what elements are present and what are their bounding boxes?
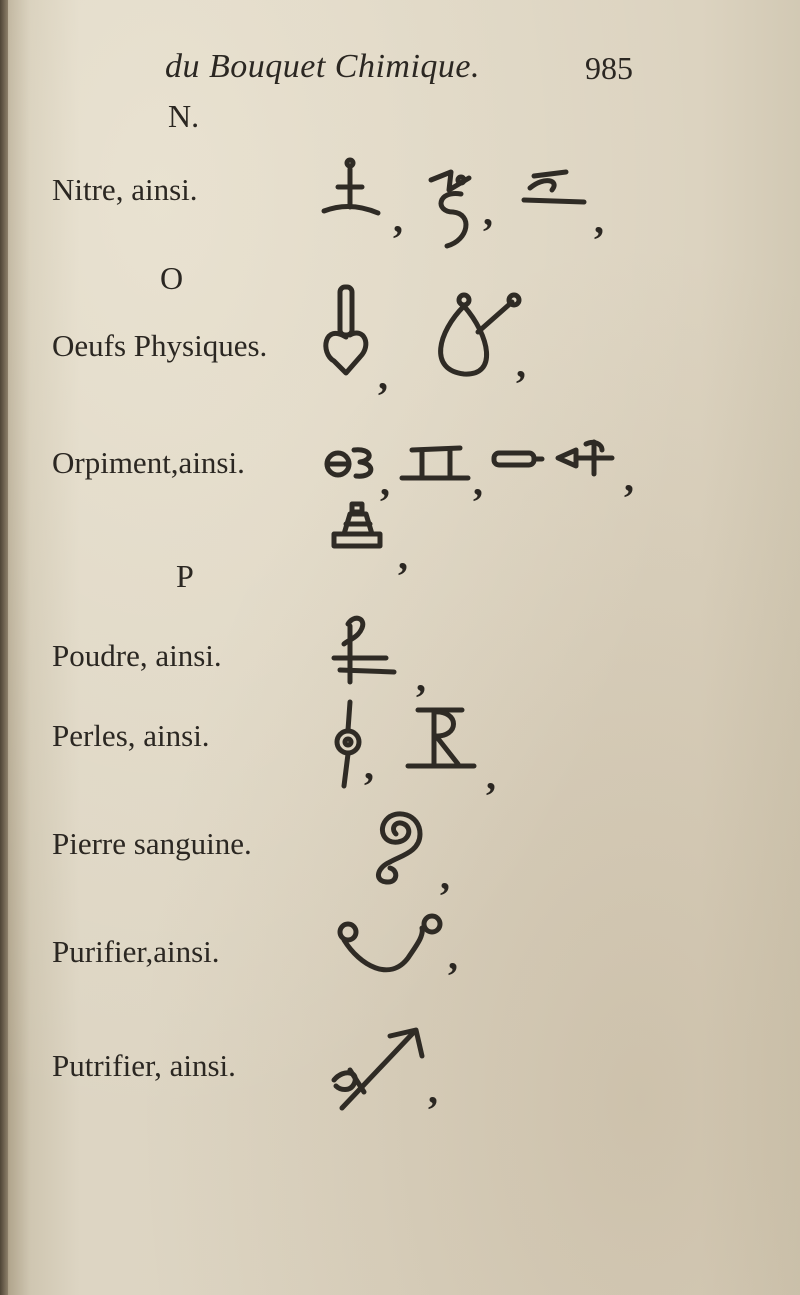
comma: , [440, 853, 450, 898]
comma: , [416, 655, 426, 700]
orpiment-symbol-1 [322, 442, 382, 482]
egg-symbol-2 [428, 292, 528, 382]
section-letter-n: N. [168, 98, 200, 134]
comma: , [428, 1067, 438, 1112]
orpiment-symbol-2 [398, 444, 473, 484]
comma: , [398, 533, 408, 578]
comma: , [380, 459, 390, 504]
entry-label-orpiment: Orpiment,ainsi. [52, 445, 245, 480]
running-title: du Bouquet Chimique. [165, 48, 481, 85]
comma: , [483, 189, 493, 234]
entry-label-nitre: Nitre, ainsi. [52, 172, 198, 207]
comma: , [594, 197, 604, 242]
entry-label-oeufs: Oeufs Physiques. [52, 328, 268, 363]
bloodstone-symbol [366, 806, 436, 886]
egg-symbol-1 [320, 283, 380, 378]
comma: , [624, 455, 634, 500]
orpiment-symbol-5 [330, 498, 390, 553]
comma: , [486, 753, 496, 798]
entry-label-purifier: Purifier,ainsi. [52, 934, 220, 969]
nitre-symbol-3 [520, 170, 590, 210]
comma: , [393, 196, 403, 241]
pearl-symbol-2 [404, 704, 479, 774]
entry-label-poudre: Poudre, ainsi. [52, 638, 222, 673]
entry-label-pierre: Pierre sanguine. [52, 826, 252, 861]
comma: , [473, 459, 483, 504]
comma: , [364, 743, 374, 788]
putrefy-symbol [330, 1024, 430, 1114]
entry-label-perles: Perles, ainsi. [52, 718, 210, 753]
page-header [165, 48, 645, 98]
section-letter-p: P [176, 558, 194, 594]
comma: , [378, 353, 388, 398]
section-letter-o: O [160, 260, 184, 296]
page-binding-edge [0, 0, 8, 1295]
page-number: 985 [585, 50, 633, 86]
purify-symbol [332, 910, 447, 980]
comma: , [448, 933, 458, 978]
orpiment-symbol-3 [490, 448, 545, 472]
entry-label-putrifier: Putrifier, ainsi. [52, 1048, 236, 1083]
comma: , [516, 341, 526, 386]
powder-symbol [330, 614, 400, 689]
nitre-symbol-1 [320, 155, 390, 225]
orpiment-symbol-4 [556, 438, 616, 478]
